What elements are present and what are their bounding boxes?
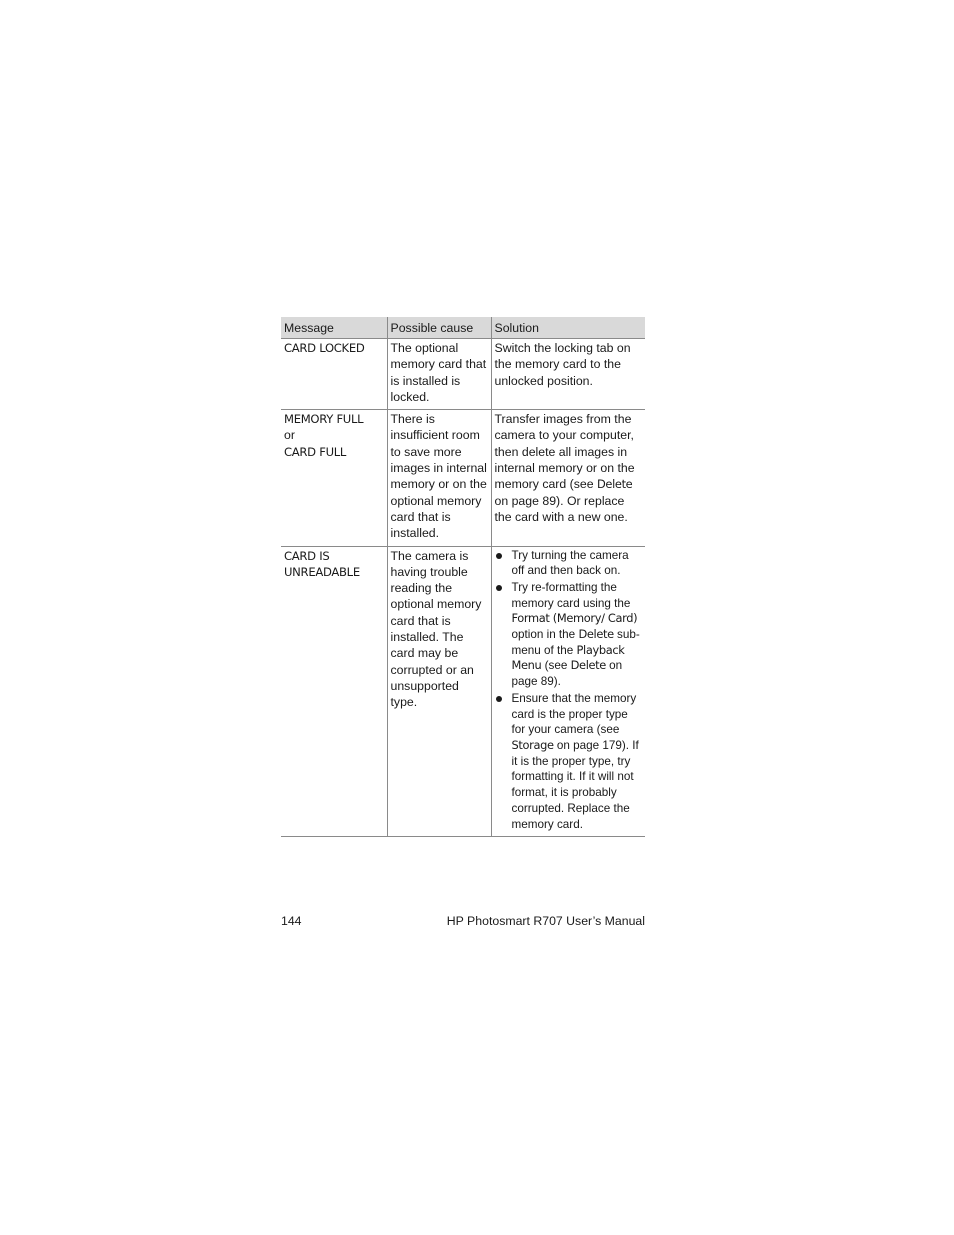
troubleshooting-table — [281, 317, 645, 837]
list-item — [495, 691, 643, 832]
cause-cell: The camera is having trouble reading the optional memory card that is installed. The card may be corrupted or an unsupported type. — [387, 546, 491, 837]
page-number: 144 — [281, 914, 302, 928]
solution-bullet-list — [495, 548, 643, 833]
delete-reference: Delete — [570, 658, 606, 673]
message-cell — [281, 546, 387, 837]
bullet-text: on page 179). If it is the proper type, try formatting it. If it will not format, it is probably corrupted. Replace the memory card. — [511, 739, 639, 831]
bullet-icon — [496, 553, 502, 559]
delete-reference: Delete — [597, 477, 633, 492]
bullet-text: on page 89). — [511, 659, 623, 689]
solution-cell — [491, 546, 645, 837]
message-card-full: CARD FULL — [284, 444, 347, 459]
bullet-icon — [496, 696, 502, 702]
bullet-text: sub-menu of the — [511, 628, 640, 657]
column-header-message: Message — [281, 317, 387, 339]
bullet-text: option in the — [511, 628, 579, 642]
solution-text: Transfer images from the camera to your computer, then delete all images in internal memory or on the memory card (see — [494, 412, 635, 492]
manual-title: HP Photosmart R707 User’s Manual — [446, 914, 645, 928]
table-row — [281, 546, 645, 837]
bullet-text: Try re-formatting the memory card using the — [511, 580, 631, 610]
solution-cell — [491, 410, 645, 546]
table-row — [281, 410, 645, 546]
page-footer — [281, 914, 645, 932]
cause-cell: The optional memory card that is installed is locked. — [387, 339, 491, 410]
list-item — [495, 580, 643, 690]
storage-reference: Storage — [511, 738, 554, 752]
list-item — [495, 548, 643, 579]
column-header-solution: Solution — [491, 317, 645, 339]
bullet-text: Try turning the camera off and then back on. — [511, 548, 629, 578]
solution-cell: Switch the locking tab on the memory card to the unlocked position. — [491, 339, 645, 410]
bullet-icon — [496, 585, 502, 591]
delete-reference: Delete — [578, 627, 614, 642]
cause-cell: There is insufficient room to save more images in internal memory or on the optional memory card that is installed. — [387, 410, 491, 546]
column-header-possible-cause: Possible cause — [387, 317, 491, 339]
playback-menu-reference: Playback Menu — [511, 642, 625, 673]
table-header-row — [281, 317, 645, 339]
message-card-unreadable: CARD IS UNREADABLE — [284, 548, 360, 579]
message-memory-full: MEMORY FULL — [284, 412, 364, 427]
format-memory-card-reference: Format (Memory/ Card) — [511, 611, 638, 626]
table-row — [281, 339, 645, 410]
message-card-locked: CARD LOCKED — [284, 341, 365, 355]
message-cell — [281, 410, 387, 546]
solution-text: on page 89). Or replace the card with a new one. — [494, 493, 628, 524]
bullet-text: (see — [541, 659, 571, 673]
message-or: or — [284, 428, 295, 443]
bullet-text: Ensure that the memory card is the proper type for your camera (see — [511, 691, 637, 737]
message-cell — [281, 339, 387, 410]
